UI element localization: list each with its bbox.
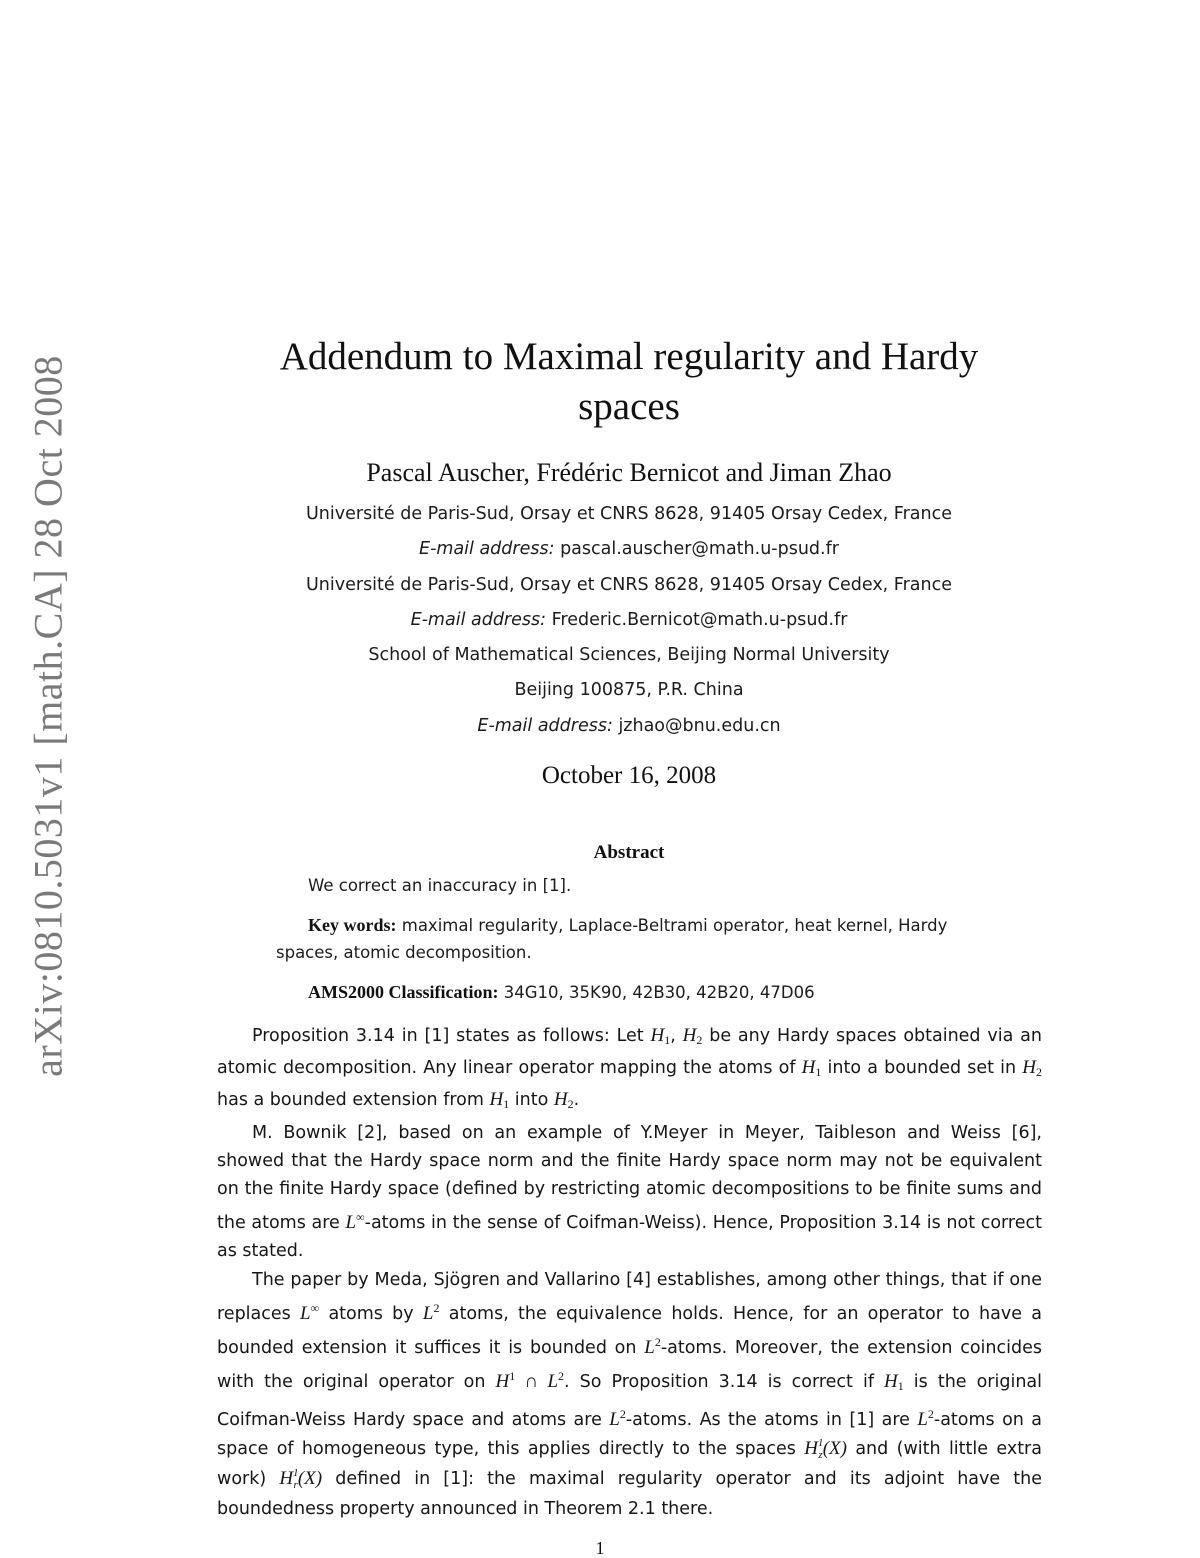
email-label: E-mail address:: [410, 609, 547, 630]
ams-text: 34G10, 35K90, 42B30, 42B20, 47D06: [503, 983, 815, 1002]
ams-label: AMS2000 Classification:: [308, 982, 499, 1002]
math-h1: $H_1$: [489, 1089, 510, 1112]
abstract-text: We correct an inaccuracy in [1].: [308, 876, 572, 895]
math-h2: $H_2$: [682, 1025, 703, 1047]
math-l2: $L^2$: [609, 1407, 626, 1431]
keywords-text: maximal regularity, Laplace-Beltrami operator, heat kernel, Hardy spaces, atomic decomposition.: [276, 916, 948, 962]
abstract-heading: Abstract: [593, 842, 665, 863]
affiliations: [200, 497, 1058, 744]
email-label: E-mail address:: [419, 539, 555, 560]
affiliation-3-line-1: School of Mathematical Sciences, Beijing Normal University: [368, 645, 890, 666]
affiliation-3-line-2: Beijing 100875, P.R. China: [514, 680, 744, 701]
math-h2: $H_2$: [1022, 1057, 1042, 1080]
ams-classification: [276, 979, 984, 1006]
keywords: [276, 912, 984, 966]
email-line-3: [200, 709, 1058, 744]
paper-title: [200, 332, 1058, 432]
math-l2: $L^2$: [917, 1407, 934, 1431]
paragraph-3: The paper by Meda, Sjögren and Vallarino [4] establishes, among other things, that if one replaces L∞ atoms by $L^2$ atoms, the equivalence holds. Hence, for an operator to have a bounded extension it suffices it is bounded on $L^2$-atoms. Moreover, the extension coincides with the original operator on $H^1$ ∩ $L^2$. So Proposition 3.14 is correct if $H_1$ is the original Coifman-Weiss Hardy space and atoms are $L^2$-atoms. As the atoms in [1] are $L^2$-atoms on a space of homogeneous type, this applies directly to the spaces $H^1_z(X)$ and (with little extra work) $H^1_r(X)$ defined in [1]: the maximal regularity operator and its adjoint have the boundedness property announced in Theorem 2.1 there.: [217, 1269, 1042, 1520]
email-line-1: [200, 532, 1058, 567]
affiliation-1: Université de Paris-Sud, Orsay et CNRS 8628, 91405 Orsay Cedex, France: [305, 504, 952, 524]
email-label: E-mail address:: [477, 715, 613, 736]
arxiv-stamp-text: arXiv:0810.5031v1 [math.CA] 28 Oct 2008: [25, 355, 71, 1077]
math-h2: $H_2$: [553, 1089, 574, 1112]
email-line-2: [200, 603, 1058, 638]
math-h1: $H_1$: [801, 1057, 822, 1080]
page-number: 1: [595, 1538, 605, 1558]
email-address-3[interactable]: jzhao@bnu.edu.cn: [618, 715, 781, 736]
paragraph-2: M. Bownik [2], based on an example of Y.Meyer in Meyer, Taibleson and Weiss [6], showed that the Hardy space norm and the finite Hardy space norm may not be equivalent on the finite Hardy space (defined by restricting atomic decompositions to be finite sums and the atoms are L∞-atoms in the sense of Coifman-Weiss). Hence, Proposition 3.14 is not correct as stated.: [217, 1122, 1042, 1262]
keywords-label: Key words:: [308, 915, 397, 935]
math-h1: $H_1$: [884, 1371, 904, 1394]
abstract-body: [276, 872, 984, 1006]
math-l-inf: L∞: [300, 1300, 320, 1324]
paper-date: October 16, 2008: [541, 762, 717, 789]
authors: Pascal Auscher, Frédéric Bernicot and Jiman Zhao: [366, 458, 892, 487]
title-line-2: spaces: [578, 385, 680, 428]
paragraph-1: Proposition 3.14 in [1] states as follows: Let $H_1$, $H_2$ be any Hardy spaces obtained via an atomic decomposition. Any linear operator mapping the atoms of $H_1$ into a bounded set in $H_2$ has a bounded extension from $H_1$ into $H_2$.: [217, 1025, 1042, 1112]
title-line-1: Addendum to Maximal regularity and Hardy: [279, 335, 979, 378]
affiliation-2: Université de Paris-Sud, Orsay et CNRS 8628, 91405 Orsay Cedex, France: [305, 574, 952, 595]
math-h1: $H_1$: [650, 1025, 671, 1047]
email-address-2[interactable]: Frederic.Bernicot@math.u-psud.fr: [551, 609, 848, 630]
email-address-1[interactable]: pascal.auscher@math.u-psud.fr: [560, 539, 839, 560]
math-l2: $L^2$: [422, 1300, 440, 1324]
math-l-inf: L∞: [345, 1210, 365, 1234]
math-l2: $L^2$: [644, 1335, 661, 1359]
body-text: [217, 1022, 1042, 1523]
math-hr1-x: $H^1_r(X)$: [279, 1466, 323, 1491]
math-h1-cap-l2: $H^1$ ∩ $L^2$: [495, 1369, 565, 1393]
math-hz1-x: $H^1_z(X)$: [804, 1436, 847, 1461]
